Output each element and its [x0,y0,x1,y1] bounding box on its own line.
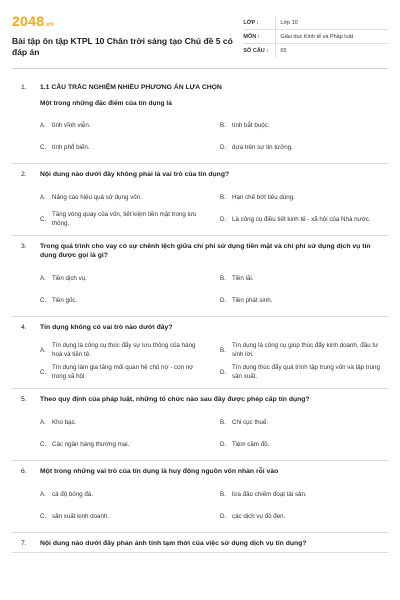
document-header [12,14,388,69]
answer-option[interactable] [40,484,208,506]
logo-tld: .vn [44,22,54,28]
answer-option[interactable] [40,362,208,384]
answer-options [12,268,388,312]
option-text: Tiền gốc. [52,296,78,304]
document-meta-table [243,16,388,58]
question-number: 7. [21,540,27,547]
option-text: Các ngân hàng thương mại. [52,440,130,448]
question-item [12,236,388,317]
answer-option[interactable] [220,137,388,159]
option-text: Nâng cao hiệu quả sử dụng vốn. [52,193,142,201]
question-text: Nội dung nào dưới đây phản ánh tính tạm thời của việc sử dụng dịch vụ tín dụng? [40,540,307,547]
question-number: 2. [21,171,27,178]
option-label: D. [220,368,227,376]
option-label: B. [220,490,226,498]
option-label: A. [40,274,46,282]
answer-option[interactable] [40,434,208,456]
meta-value: Giáo dục Kinh tế và Pháp luật [275,30,353,43]
answer-option[interactable] [40,187,208,209]
document-title: Bài tập ôn tập KTPL 10 Chân trời sáng tạo Chủ đề 5 có đáp án [12,36,233,57]
option-label: A. [40,346,46,354]
answer-option[interactable] [40,340,208,362]
option-text: Hạn chế bớt tiêu dùng. [232,193,295,201]
answer-options [12,412,388,456]
meta-row-count [243,44,388,58]
option-text: Tiệm cầm đồ. [232,440,270,448]
site-logo[interactable] [12,14,243,32]
question-text: Một trong những vai trò của tín dụng là huy động nguồn vốn nhàn rỗi vào [40,468,279,475]
option-label: C. [40,296,47,304]
question-item [12,533,388,553]
answer-option[interactable] [220,362,388,384]
question-header [12,467,388,476]
answer-option[interactable] [220,290,388,312]
option-text: cá độ bóng đá. [52,490,93,498]
option-label: B. [220,346,226,354]
option-text: dựa trên sự tin tưởng. [232,143,293,151]
option-text: Chi cục thuế. [232,418,269,426]
option-text: Tín dụng là công cụ thúc đẩy sự lưu thông của hàng hoá và tiền tệ. [52,342,196,358]
option-text: Kho bạc. [52,418,77,426]
answer-option[interactable] [220,340,388,362]
option-label: B. [220,121,226,129]
option-text: Tăng vòng quay của vốn, tiết kiệm tiền mặt trong lưu thông. [52,211,197,227]
meta-key: LỚP : [243,19,259,26]
brand-block [12,14,243,58]
option-label: C. [40,143,47,151]
question-text: Trong quá trình cho vay có sự chênh lệch giữa chi phí sử dụng tiền mặt và chi phí sử dụng dịch vụ tín dụng được gọi là gì? [40,243,371,259]
option-text: tính phổ biến. [52,143,90,151]
answer-option[interactable] [40,412,208,434]
answer-option[interactable] [40,209,208,231]
meta-key: SỐ CÂU : [243,48,269,54]
option-text: Tiền lãi. [232,274,254,282]
question-header [12,242,388,260]
option-label: B. [220,193,226,201]
answer-option[interactable] [40,290,208,312]
answer-option[interactable] [40,137,208,159]
option-label: D. [220,440,227,448]
option-label: A. [40,418,46,426]
option-label: A. [40,121,46,129]
option-label: D. [220,296,227,304]
question-number: 1. [21,84,27,91]
answer-option[interactable] [220,506,388,528]
question-prompt: Một trong những đặc điểm của tín dụng là [40,100,172,107]
logo-text: 2048 [12,13,45,29]
answer-option[interactable] [220,434,388,456]
question-text: Tín dụng không có vai trò nào dưới đây? [40,324,173,331]
option-label: D. [220,512,227,520]
question-header [12,395,388,404]
question-item [12,389,388,461]
meta-row-subject [243,30,388,44]
answer-options [12,340,388,384]
option-label: C. [40,368,47,376]
question-text: Nội dung nào dưới đây không phải là vai trò của tín dụng? [40,171,230,178]
question-item [12,317,388,389]
option-label: A. [40,193,46,201]
question-header [12,323,388,332]
option-label: C. [40,512,47,520]
question-number: 6. [21,468,27,475]
option-label: D. [220,143,227,151]
question-header [12,83,388,92]
meta-row-class [243,16,388,30]
question-number: 5. [21,396,27,403]
answer-option[interactable] [220,484,388,506]
option-text: Là công cụ điều tiết kinh tế - xã hội của Nhà nước. [232,215,371,223]
question-header [12,539,388,548]
question-number: 4. [21,324,27,331]
option-label: C. [40,440,47,448]
answer-options [12,115,388,159]
option-text: sản xuất kinh doanh. [52,512,110,520]
option-label: C. [40,215,47,223]
option-text: lừa đảo chiếm đoạt tài sản. [232,490,307,498]
option-label: D. [220,215,227,223]
option-text: các dịch vụ đỏ đen. [232,512,286,520]
question-item [12,164,388,236]
option-label: A. [40,490,46,498]
question-text: Theo quy định của pháp luật, những tổ chức nào sau đây được phép cấp tín dụng? [40,396,310,403]
option-text: tính bắt buộc. [232,121,270,129]
answer-option[interactable] [220,412,388,434]
question-number: 3. [21,243,27,250]
question-text: 1.1 CÂU TRẮC NGHIỆM NHIỀU PHƯƠNG ÁN LỰA CHỌN [40,84,222,91]
answer-options [12,187,388,231]
question-item [12,461,388,533]
option-text: tính vĩnh viễn. [52,121,91,129]
question-item [12,77,388,164]
meta-key: MÔN : [243,33,260,40]
option-text: Tiền dịch vụ. [52,274,87,282]
answer-option[interactable] [220,187,388,209]
option-text: Tín dụng làm gia tăng mối quan hệ chủ nợ - con nợ trong xã hội. [52,364,194,380]
answer-option[interactable] [220,115,388,137]
answer-option[interactable] [40,115,208,137]
question-header [12,170,388,179]
option-label: B. [220,418,226,426]
question-list [12,77,388,553]
option-text: Tín dụng là công cụ giúp thúc đẩy kinh doanh, đầu tư sinh lời. [232,342,379,358]
answer-option[interactable] [40,268,208,290]
meta-value: Lớp 10 [275,16,297,29]
meta-value: 65 [275,44,286,58]
option-text: Tín dụng thúc đẩy quá trình tập trung vốn và tập trung sản xuất. [232,364,380,380]
option-text: Tiền phát sinh. [232,296,273,304]
answer-option[interactable] [40,506,208,528]
option-label: B. [220,274,226,282]
answer-option[interactable] [220,268,388,290]
answer-options [12,484,388,528]
answer-option[interactable] [220,209,388,231]
